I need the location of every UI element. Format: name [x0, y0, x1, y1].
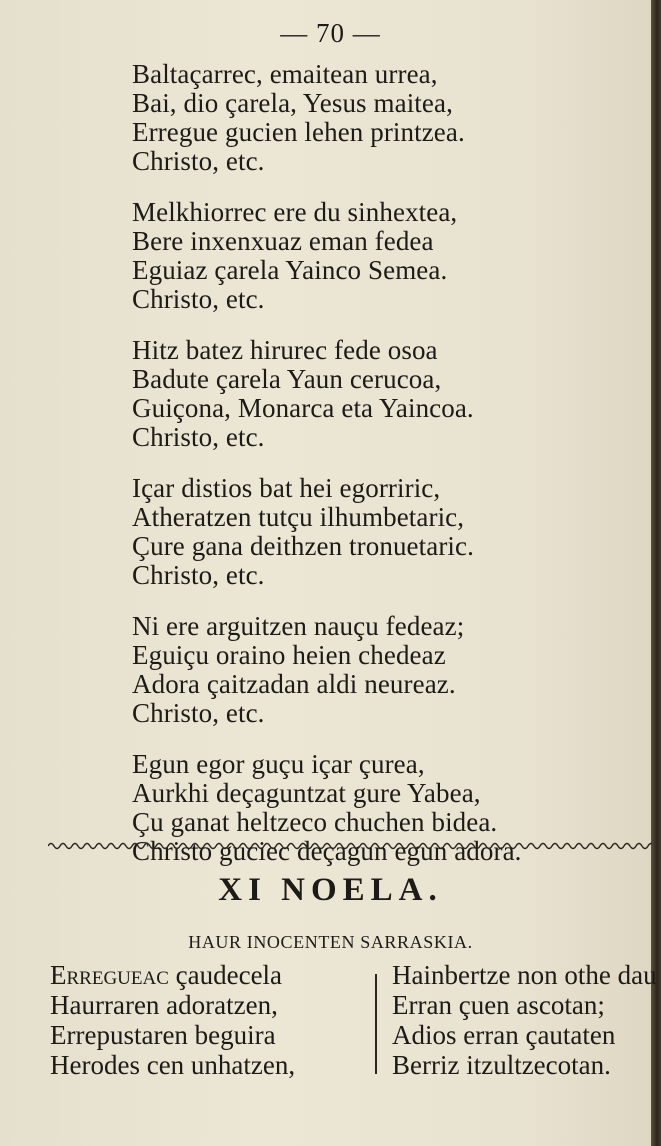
column-line: [50, 960, 295, 990]
right-column: [392, 960, 657, 1080]
verse-line: Christo, etc.: [132, 422, 265, 452]
column-line: Errepustaren beguira: [50, 1020, 276, 1050]
wavy-divider: [48, 840, 652, 852]
verse-line: Eguiçu oraino heien chedeaz: [132, 640, 446, 670]
verse-line: Çure gana deithzen tronuetaric.: [132, 531, 474, 561]
verse-line: Içar distios bat hei egorriric,: [132, 473, 441, 503]
initial-word: Erregueac: [50, 960, 169, 990]
verse-line: Christo, etc.: [132, 284, 265, 314]
verse-line: Badute çarela Yaun cerucoa,: [132, 364, 442, 394]
first-line-rest: çaudecela: [168, 960, 283, 990]
column-line: Adios erran çautaten: [392, 1020, 616, 1050]
verse-line: Bai, dio çarela, Yesus maitea,: [132, 88, 453, 118]
section-title: XI NOELA.: [218, 872, 443, 908]
stanza-1: [132, 60, 522, 176]
verse-line: Ni ere arguitzen nauçu fedeaz;: [132, 611, 465, 641]
left-column: [50, 960, 295, 1080]
verse-block: [132, 60, 522, 888]
verse-line: Atheratzen tutçu ilhumbetaric,: [132, 502, 465, 532]
stanza-4: [132, 474, 522, 590]
column-line: Hainbertze non othe dau: [392, 960, 657, 990]
verse-line: Çu ganat heltzeco chuchen bidea.: [132, 807, 498, 837]
stanza-5: [132, 612, 522, 728]
column-line: Berriz itzultzecotan.: [392, 1050, 611, 1080]
verse-line: Adora çaitzadan aldi neureaz.: [132, 669, 456, 699]
verse-line: Christo guciec deçagun egun adora.: [132, 836, 522, 866]
verse-line: Aurkhi deçaguntzat gure Yabea,: [132, 778, 481, 808]
verse-line: Hitz batez hirurec fede osoa: [132, 335, 438, 365]
verse-line: Christo, etc.: [132, 146, 265, 176]
verse-line: Bere inxenxuaz eman fedea: [132, 226, 434, 256]
verse-line: Baltaçarrec, emaitean urrea,: [132, 59, 438, 89]
verse-line: Erregue gucien lehen printzea.: [132, 117, 465, 147]
verse-line: Christo, etc.: [132, 698, 265, 728]
column-line: Herodes cen unhatzen,: [50, 1050, 296, 1080]
verse-line: Eguiaz çarela Yainco Semea.: [132, 255, 448, 285]
verse-line: Christo, etc.: [132, 560, 265, 590]
wavy-divider-line: [48, 844, 652, 849]
verse-line: Melkhiorrec ere du sinhextea,: [132, 197, 458, 227]
verse-line: Guiçona, Monarca eta Yaincoa.: [132, 393, 474, 423]
column-line: Erran çuen ascotan;: [392, 990, 605, 1020]
stanza-3: [132, 336, 522, 452]
column-line: Haurraren adoratzen,: [50, 990, 278, 1020]
stanza-2: [132, 198, 522, 314]
page-number: — 70 —: [280, 18, 381, 48]
column-rule: [375, 974, 377, 1074]
section-subtitle: HAUR INOCENTEN SARRASKIA.: [188, 932, 473, 952]
verse-line: Egun egor guçu içar çurea,: [132, 749, 425, 779]
